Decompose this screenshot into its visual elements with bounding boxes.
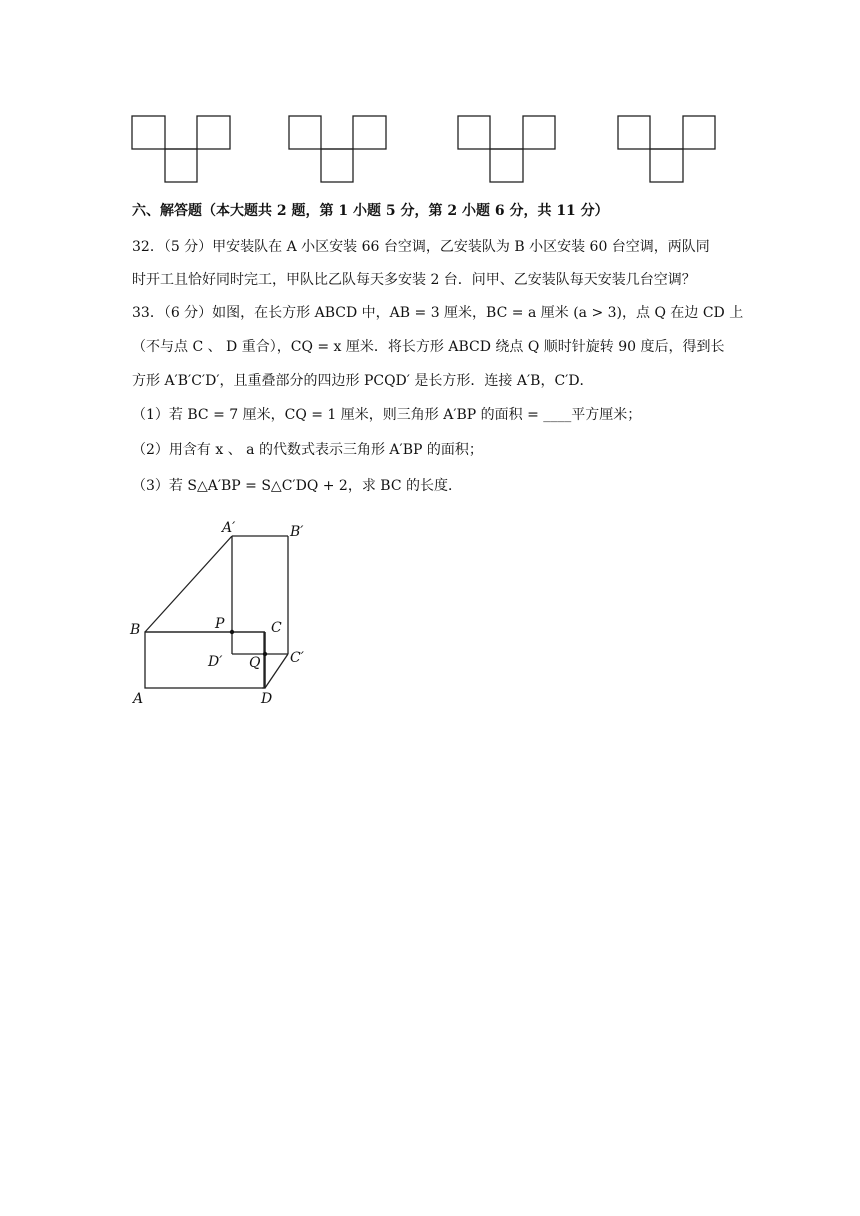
label-D: D bbox=[261, 691, 273, 707]
label-D-prime: D′ bbox=[208, 654, 223, 670]
net-figure-4 bbox=[618, 116, 715, 182]
label-C-prime: C′ bbox=[290, 650, 304, 666]
problem-33-line-1: 33．（6 分）如图，在长方形 ABCD 中，AB = 3 厘米，BC = a 厘米 (a > 3)，点 Q 在边 CD 上 bbox=[132, 305, 744, 321]
subquestion-2: （2）用含有 x 、 a 的代数式表示三角形 A′BP 的面积； bbox=[132, 442, 483, 458]
rectangle-ABCD-lower bbox=[145, 632, 264, 688]
problem-33-line-3: 方形 A′B′C′D′，且重叠部分的四边形 PCQD′ 是长方形．连接 A′B，C′D． bbox=[132, 373, 594, 389]
label-C: C bbox=[271, 620, 282, 636]
label-Q: Q bbox=[249, 655, 261, 671]
label-P: P bbox=[215, 616, 225, 632]
net-figures-row bbox=[0, 0, 860, 200]
label-B-prime: B′ bbox=[290, 524, 304, 540]
subquestion-3: （3）若 S△A′BP = S△C′DQ + 2，求 BC 的长度． bbox=[132, 478, 462, 494]
point-Q bbox=[263, 652, 267, 656]
section-heading: 六、解答题（本大题共 2 题，第 1 小题 5 分，第 2 小题 6 分，共 11 分） bbox=[132, 203, 609, 219]
point-P bbox=[230, 630, 234, 634]
net-figure-2 bbox=[289, 116, 386, 182]
net-figures bbox=[0, 0, 860, 200]
segment-CprimeD bbox=[265, 654, 288, 688]
net-figure-3 bbox=[458, 116, 555, 182]
net-figure-1 bbox=[132, 116, 230, 182]
rectangle-rotation-diagram bbox=[128, 512, 328, 712]
geometry-figure bbox=[128, 512, 328, 716]
problem-32-line-2: 时开工且恰好同时完工，甲队比乙队每天多安装 2 台．问甲、乙安装队每天安装几台空调？ bbox=[132, 272, 696, 288]
label-B: B bbox=[130, 622, 141, 638]
problem-33-line-2: （不与点 C 、 D 重合），CQ = x 厘米．将长方形 ABCD 绕点 Q 顺时针旋转 90 度后，得到长 bbox=[132, 339, 725, 355]
problem-32-line-1: 32．（5 分）甲安装队在 A 小区安装 66 台空调，乙安装队为 B 小区安装 60 台空调，两队同 bbox=[132, 239, 710, 255]
subquestion-1: （1）若 BC = 7 厘米，CQ = 1 厘米，则三角形 A′BP 的面积 = ____平方厘米； bbox=[132, 407, 642, 423]
label-A: A bbox=[133, 691, 144, 707]
label-A-prime: A′ bbox=[222, 520, 236, 536]
